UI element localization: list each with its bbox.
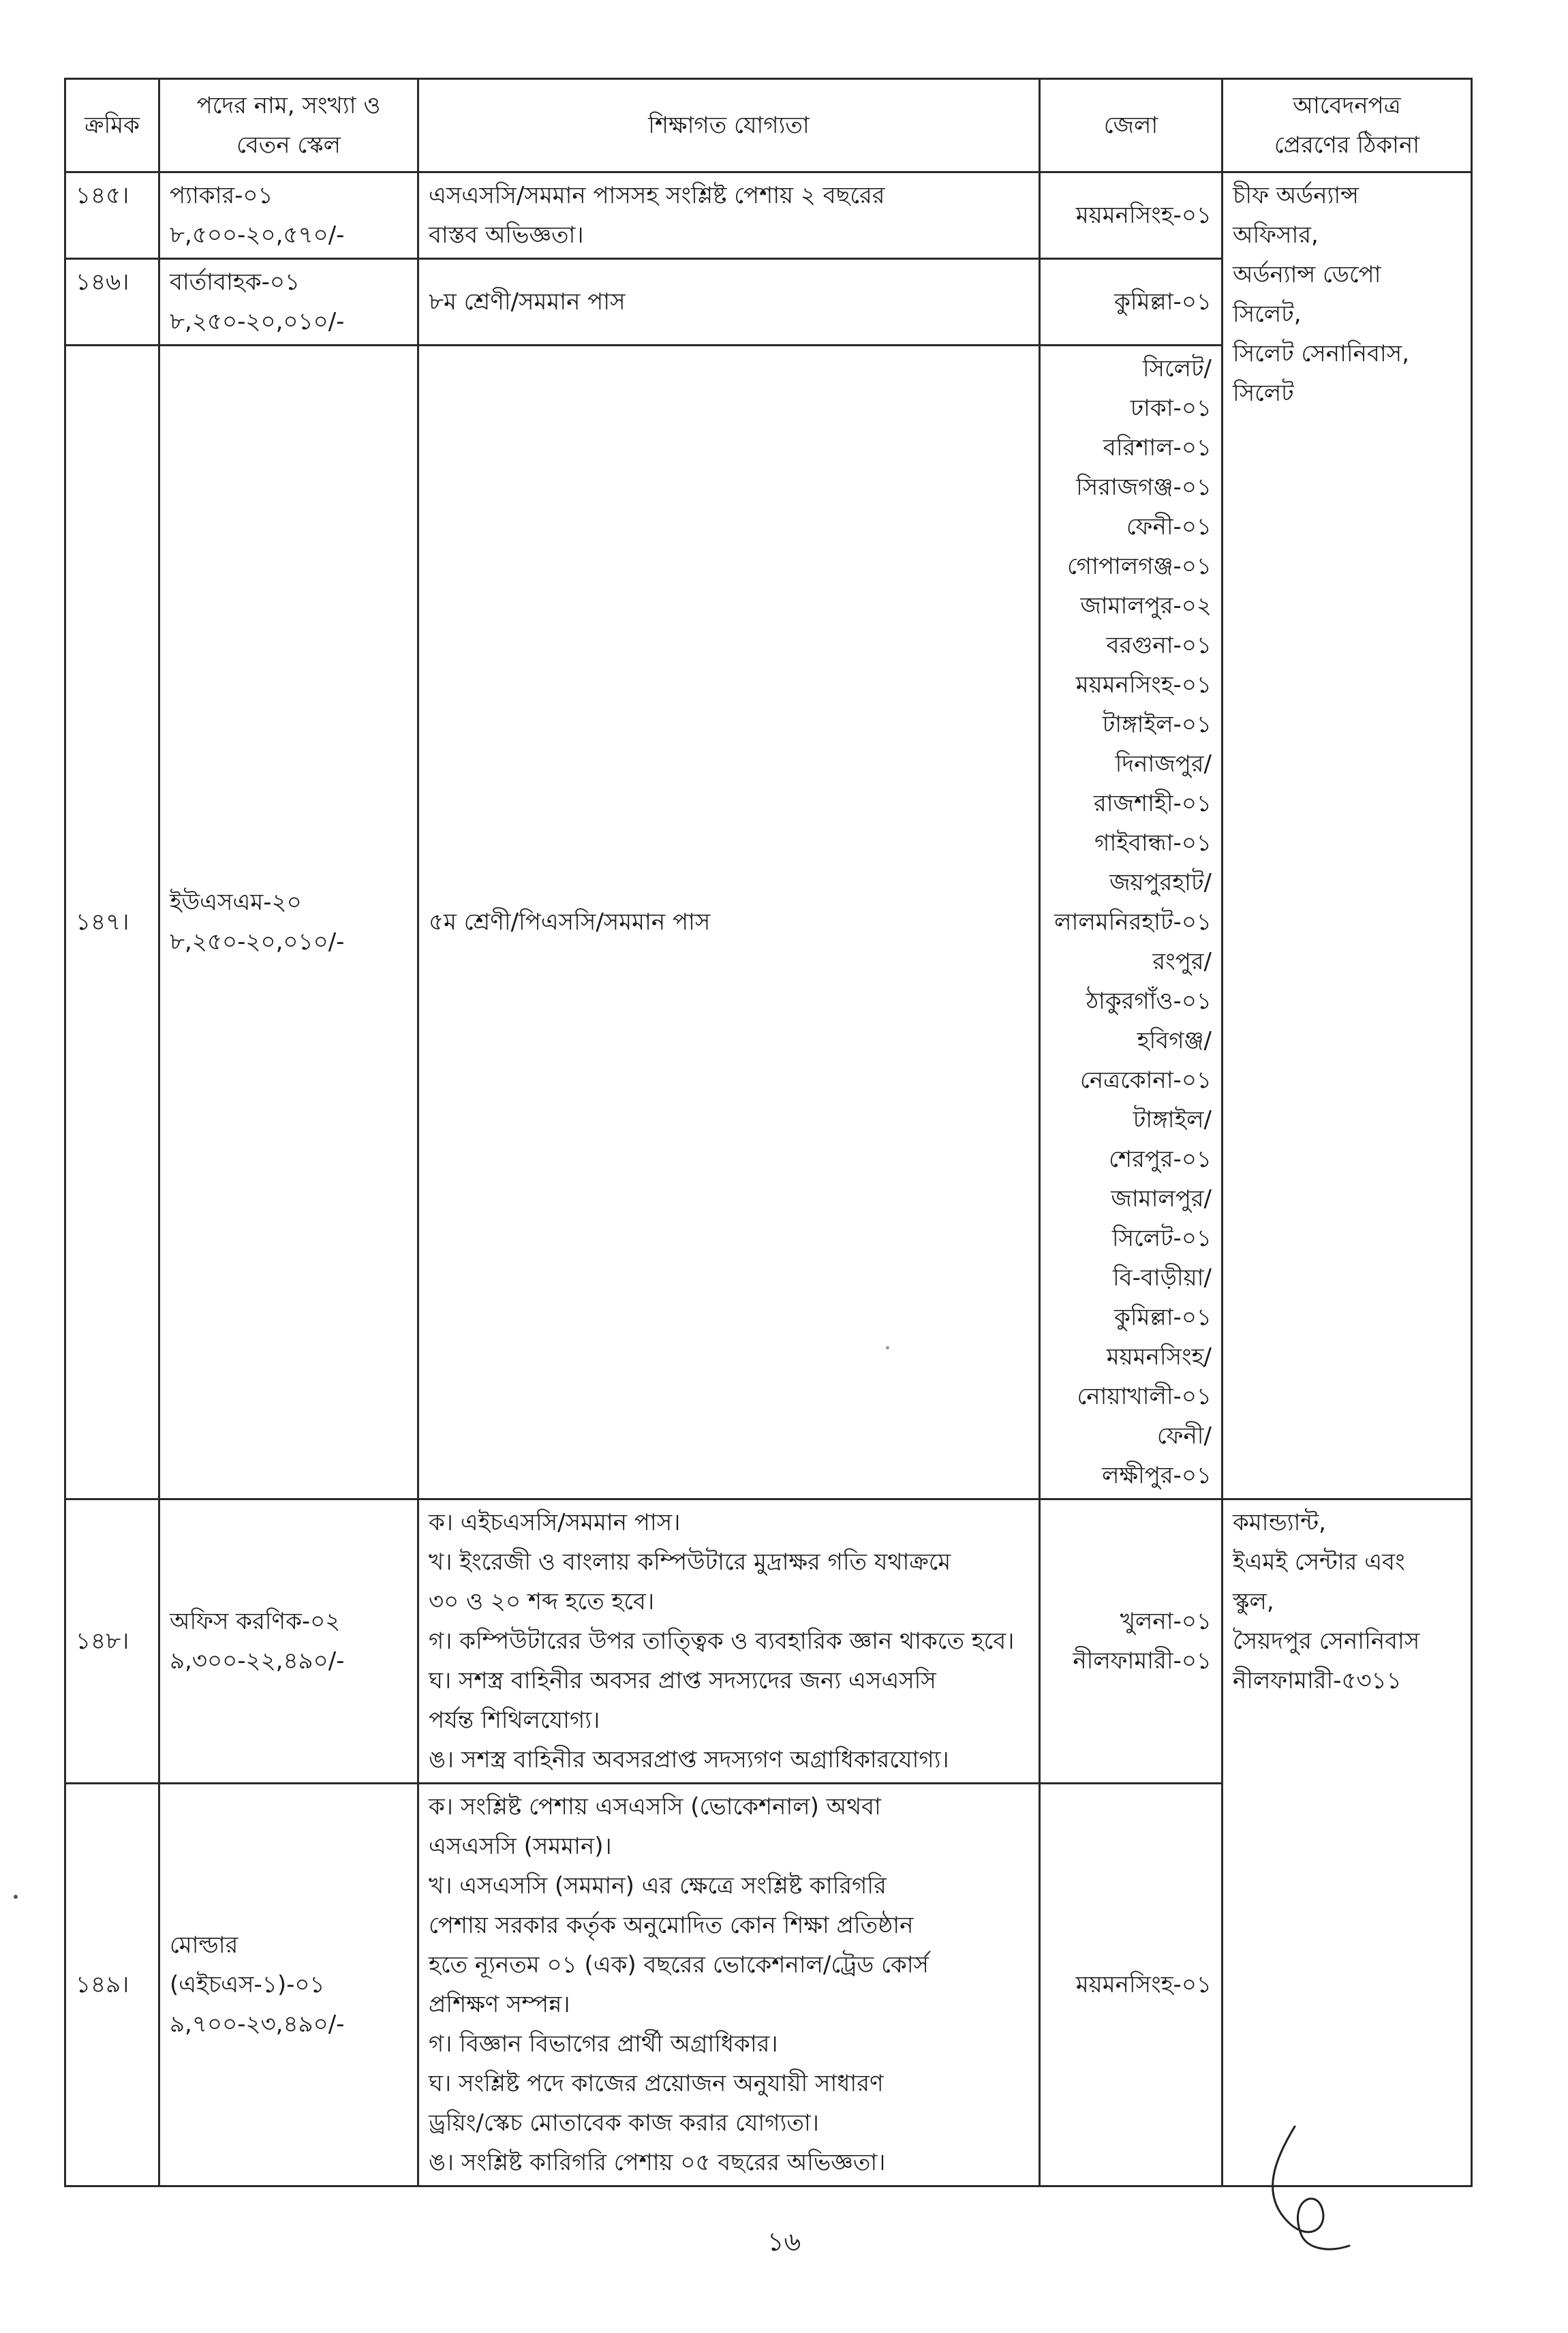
district-cell: খুলনা-০১ নীলফামারী-০১ <box>1040 1499 1223 1784</box>
serial-cell: ১৪৮। <box>65 1499 159 1784</box>
post-cell: অফিস করণিক-০২ ৯,৩০০-২২,৪৯০/- <box>159 1499 418 1784</box>
post-cell: ইউএসএম-২০ ৮,২৫০-২০,০১০/- <box>159 346 418 1499</box>
district-cell: ময়মনসিংহ-০১ <box>1040 1784 1223 2186</box>
page-number: ১৬ <box>767 2227 801 2257</box>
table-row <box>65 1499 1472 1784</box>
qualification-cell: এসএসসি/সমমান পাসসহ সংশ্লিষ্ট পেশায় ২ বছরের বাস্তব অভিজ্ঞতা। <box>418 172 1040 259</box>
header-serial: ক্রমিক <box>65 79 159 172</box>
district-cell: কুমিল্লা-০১ <box>1040 259 1223 346</box>
job-vacancy-table <box>64 78 1473 2187</box>
qualification-cell: ৫ম শ্রেণী/পিএসসি/সমমান পাস <box>418 346 1040 1499</box>
qualification-cell: ক। সংশ্লিষ্ট পেশায় এসএসসি (ভোকেশনাল) অথবা এসএসসি (সমমান)। খ। এসএসসি (সমমান) এর ক্ষেত্রে সংশ্লিষ্ট কারিগরি পেশায় সরকার কর্তৃক অনুমোদিত কোন শিক্ষা প্রতিষ্ঠান হতে ন্যূনতম ০১ (এক) বছরের ভোকেশনাল/ট্রেড কোর্স প্রশিক্ষণ সম্পন্ন। গ। বিজ্ঞান বিভাগের প্রার্থী অগ্রাধিকার। ঘ। সংশ্লিষ্ট পদে কাজের প্রয়োজন অনুযায়ী সাধারণ ড্রয়িং/স্কেচ মোতাবেক কাজ করার যোগ্যতা। ঙ। সংশ্লিষ্ট কারিগরি পেশায় ০৫ বছরের অভিজ্ঞতা। <box>418 1784 1040 2186</box>
address-cell: চীফ অর্ডন্যান্স অফিসার, অর্ডন্যান্স ডেপো সিলেট, সিলেট সেনানিবাস, সিলেট <box>1223 172 1472 1499</box>
qualification-cell: ৮ম শ্রেণী/সমমান পাস <box>418 259 1040 346</box>
district-cell: সিলেট/ ঢাকা-০১ বরিশাল-০১ সিরাজগঞ্জ-০১ ফেনী-০১ গোপালগঞ্জ-০১ জামালপুর-০২ বরগুনা-০১ ময়মনসিংহ-০১ টাঙ্গাইল-০১ দিনাজপুর/ রাজশাহী-০১ গাইবান্ধা-০১ জয়পুরহাট/ লালমনিরহাট-০১ রংপুর/ ঠাকুরগাঁও-০১ হবিগঞ্জ/ নেত্রকোনা-০১ টাঙ্গাইল/ শেরপুর-০১ জামালপুর/ সিলেট-০১ বি-বাড়ীয়া/ কুমিল্লা-০১ ময়মনসিংহ/ নোয়াখালী-০১ ফেনী/ লক্ষীপুর-০১ <box>1040 346 1223 1499</box>
post-cell: মোল্ডার (এইচএস-১)-০১ ৯,৭০০-২৩,৪৯০/- <box>159 1784 418 2186</box>
header-address: আবেদনপত্র প্রেরণের ঠিকানা <box>1223 79 1472 172</box>
post-cell: প্যাকার-০১ ৮,৫০০-২০,৫৭০/- <box>159 172 418 259</box>
post-cell: বার্তাবাহক-০১ ৮,২৫০-২০,০১০/- <box>159 259 418 346</box>
table-header-row <box>65 79 1472 172</box>
address-cell: কমান্ড্যান্ট, ইএমই সেন্টার এবং স্কুল, সৈয়দপুর সেনানিবাস নীলফামারী-৫৩১১ <box>1223 1499 1472 2186</box>
header-qualification: শিক্ষাগত যোগ্যতা <box>418 79 1040 172</box>
table-row <box>65 172 1472 259</box>
scan-speck <box>14 1895 18 1899</box>
serial-cell: ১৪৬। <box>65 259 159 346</box>
serial-cell: ১৪৫। <box>65 172 159 259</box>
serial-cell: ১৪৭। <box>65 346 159 1499</box>
header-district: জেলা <box>1040 79 1223 172</box>
qualification-cell: ক। এইচএসসি/সমমান পাস। খ। ইংরেজী ও বাংলায় কম্পিউটারে মুদ্রাক্ষর গতি যথাক্রমে ৩০ ও ২০ শব্দ হতে হবে। গ। কম্পিউটারের উপর তাত্ত্বিক ও ব্যবহারিক জ্ঞান থাকতে হবে। ঘ। সশস্ত্র বাহিনীর অবসর প্রাপ্ত সদস্যদের জন্য এসএসসি পর্যন্ত শিথিলযোগ্য। ঙ। সশস্ত্র বাহিনীর অবসরপ্রাপ্ত সদস্যগণ অগ্রাধিকারযোগ্য। <box>418 1499 1040 1784</box>
district-cell: ময়মনসিংহ-০১ <box>1040 172 1223 259</box>
scan-speck <box>886 1346 889 1350</box>
serial-cell: ১৪৯। <box>65 1784 159 2186</box>
header-post: পদের নাম, সংখ্যা ও বেতন স্কেল <box>159 79 418 172</box>
